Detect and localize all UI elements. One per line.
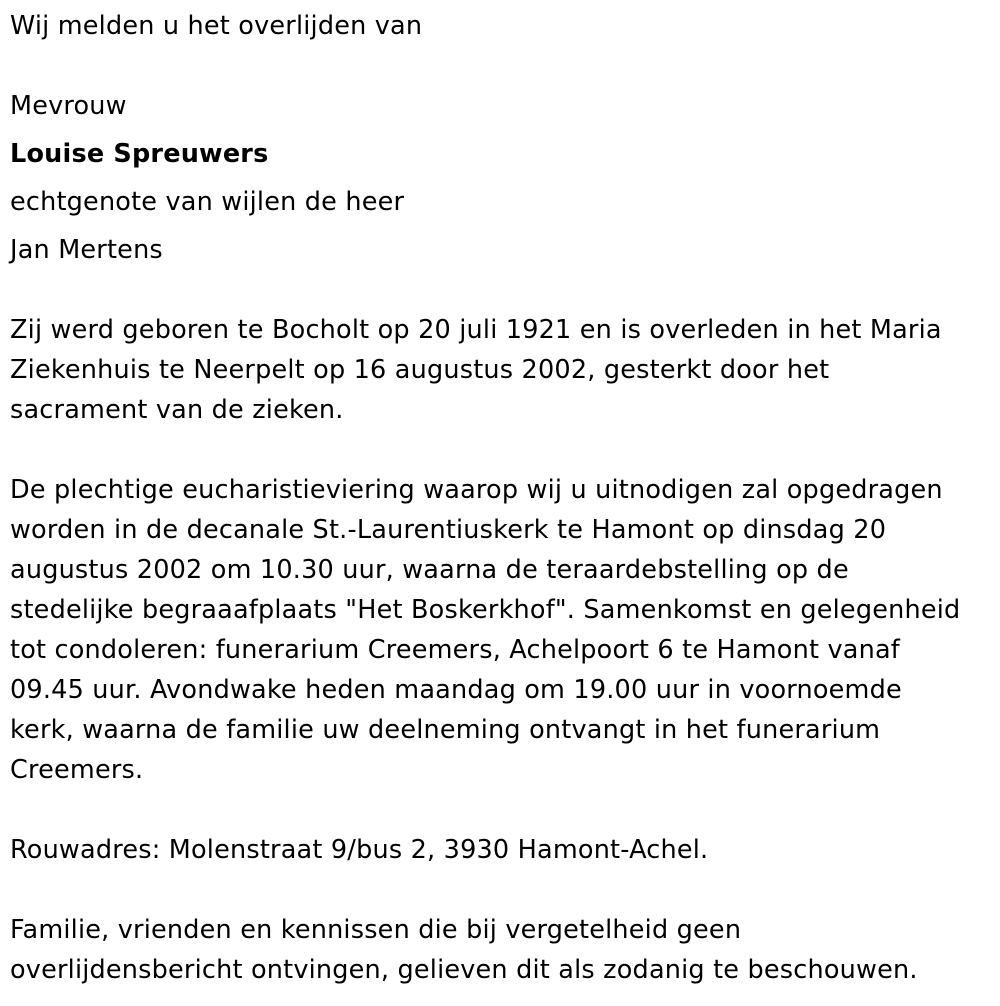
honorific: Mevrouw bbox=[10, 91, 127, 121]
paragraph-line: augustus 2002 om 10.30 uur, waarna de teraardebstelling op de bbox=[10, 555, 849, 585]
paragraph-line: De plechtige eucharistieviering waarop wij u uitnodigen zal opgedragen bbox=[10, 475, 943, 505]
spacer bbox=[10, 46, 990, 86]
deceased-name: Louise Spreuwers bbox=[10, 139, 269, 169]
paragraph-line: tot condoleren: funerarium Creemers, Achelpoort 6 te Hamont vanaf bbox=[10, 635, 900, 665]
intro-text: Wij melden u het overlijden van bbox=[10, 11, 423, 41]
spouse-name: Jan Mertens bbox=[10, 235, 163, 265]
paragraph-line: Zij werd geboren te Bocholt op 20 juli 1921 en is overleden in het Maria bbox=[10, 315, 942, 345]
paragraph-line: stedelijke begraaafplaats "Het Boskerkhof". Samenkomst en gelegenheid bbox=[10, 595, 961, 625]
relation-text: echtgenote van wijlen de heer bbox=[10, 187, 405, 217]
ceremony-paragraph bbox=[10, 470, 990, 790]
paragraph-line: Creemers. bbox=[10, 755, 144, 785]
paragraph-line: overlijdensbericht ontvingen, gelieven dit als zodanig te beschouwen. bbox=[10, 955, 918, 985]
mourning-address: Rouwadres: Molenstraat 9/bus 2, 3930 Hamont-Achel. bbox=[10, 835, 709, 865]
spacer bbox=[10, 870, 990, 910]
paragraph-line: Familie, vrienden en kennissen die bij vergetelheid geen bbox=[10, 915, 742, 945]
paragraph-line: Ziekenhuis te Neerpelt op 16 augustus 2002, gesterkt door het bbox=[10, 355, 830, 385]
spacer bbox=[10, 790, 990, 830]
paragraph-line: kerk, waarna de familie uw deelneming ontvangt in het funerarium bbox=[10, 715, 881, 745]
paragraph-line: 09.45 uur. Avondwake heden maandag om 19.00 uur in voornoemde bbox=[10, 675, 902, 705]
closing-paragraph bbox=[10, 910, 990, 990]
paragraph-line: sacrament van de zieken. bbox=[10, 395, 344, 425]
spacer bbox=[10, 430, 990, 470]
birth-death-paragraph bbox=[10, 310, 990, 430]
spacer bbox=[10, 270, 990, 310]
paragraph-line: worden in de decanale St.-Laurentiuskerk te Hamont op dinsdag 20 bbox=[10, 515, 887, 545]
